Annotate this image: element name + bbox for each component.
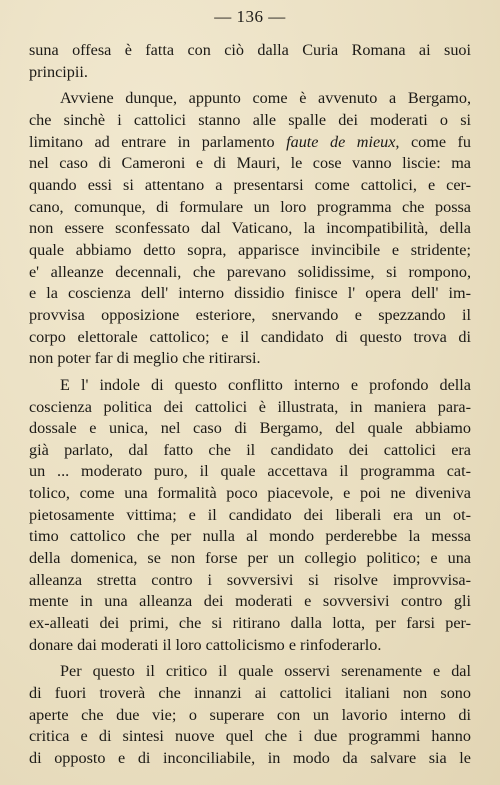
text-line: della domenica, se non forse per un collegio politico; e una: [29, 549, 471, 568]
text-line: e la coscienza dell' interno dissidio finisce l' opera dell' im-: [29, 284, 471, 303]
text-line: nel caso di Cameroni e di Mauri, le cose vanno liscie: ma: [29, 154, 471, 173]
page-number: — 136 —: [214, 7, 286, 26]
text-line-with-italic: [29, 132, 471, 154]
text-line: suna offesa è fatta con ciò dalla Curia Romana ai suoi: [29, 41, 471, 59]
text-line: alleanza stretta contro i sovversivi si risolve improvvisa-: [29, 570, 471, 589]
text-line: quando essi si attentano a presentarsi come cattolici, e cer-: [29, 175, 471, 194]
text-line: che sinchè i cattolici stanno alle spalle dei moderati o si: [29, 110, 471, 129]
paragraph-4: [29, 661, 471, 769]
text-line: aperte che due vie; o superare con un lavorio interno di: [29, 705, 471, 724]
text-line: di opposto e di inconciliabile, in modo da salvare sia le: [29, 749, 471, 767]
text-line: critica e di sintesi nuove quel che i due programmi hanno: [29, 727, 471, 746]
text-line: principii.: [29, 62, 88, 81]
text-line: Per questo il critico il quale osservi serenamente e dal: [60, 662, 471, 681]
text-line: cano, comunque, di formulare un loro programma che possa: [29, 197, 471, 216]
text-line: di fuori troverà che innanzi ai cattolici italiani non sono: [29, 684, 471, 703]
text-line: già parlato, dal fatto che il candidato dei cattolici era: [29, 440, 471, 459]
text-line: pietosamente vittima; e il candidato dei liberali era un ot-: [29, 505, 471, 524]
text-line: ex-alleati dei primi, che si ritirano dalla lotta, per farsi per-: [29, 614, 471, 633]
text-segment: limitano ad entrare in parlamento: [29, 132, 275, 151]
text-line: donare dai moderati il loro cattolicismo e rinfoderarlo.: [29, 635, 382, 654]
text-line: E l' indole di questo conflitto interno e profondo della: [60, 375, 471, 394]
text-line: Avviene dunque, appunto come è avvenuto a Bergamo,: [60, 89, 471, 108]
text-line: coscienza politica dei cattolici è illustrata, in maniera para-: [29, 397, 471, 416]
text-line: un ... moderato puro, il quale accettava il programma cat-: [29, 462, 471, 481]
text-line: non poter far di meglio che ritirarsi.: [29, 349, 261, 368]
text-line: mente in una alleanza dei moderati e sovversivi contro gli: [29, 592, 471, 611]
text-line: non essere sconfessato dal Vaticano, la incompatibilità, della: [29, 219, 471, 238]
text-line: quale abbiamo detto sopra, apparisce invincibile e stridente;: [29, 240, 471, 259]
text-line: provvisa opposizione esteriore, snervando e spezzando il: [29, 305, 471, 324]
text-segment: come fu: [410, 132, 472, 151]
italic-phrase: faute de mieux,: [286, 132, 400, 151]
paragraph-2: [29, 88, 471, 370]
text-line: dossale e unica, nel caso di Bergamo, del quale abbiamo: [29, 419, 471, 438]
paragraph-3: [29, 375, 471, 657]
text-line: timo cattolico che per nulla al mondo perderebbe la messa: [29, 527, 471, 546]
text-line: corpo elettorale cattolico; e il candidato di questo trova di: [29, 327, 471, 346]
paragraph-1: [29, 40, 471, 83]
text-line: e' alleanze decennali, che parevano solidissime, si rompono,: [29, 262, 471, 281]
text-line: tolico, come una formalità poco piacevole, e poi ne diveniva: [29, 484, 471, 503]
